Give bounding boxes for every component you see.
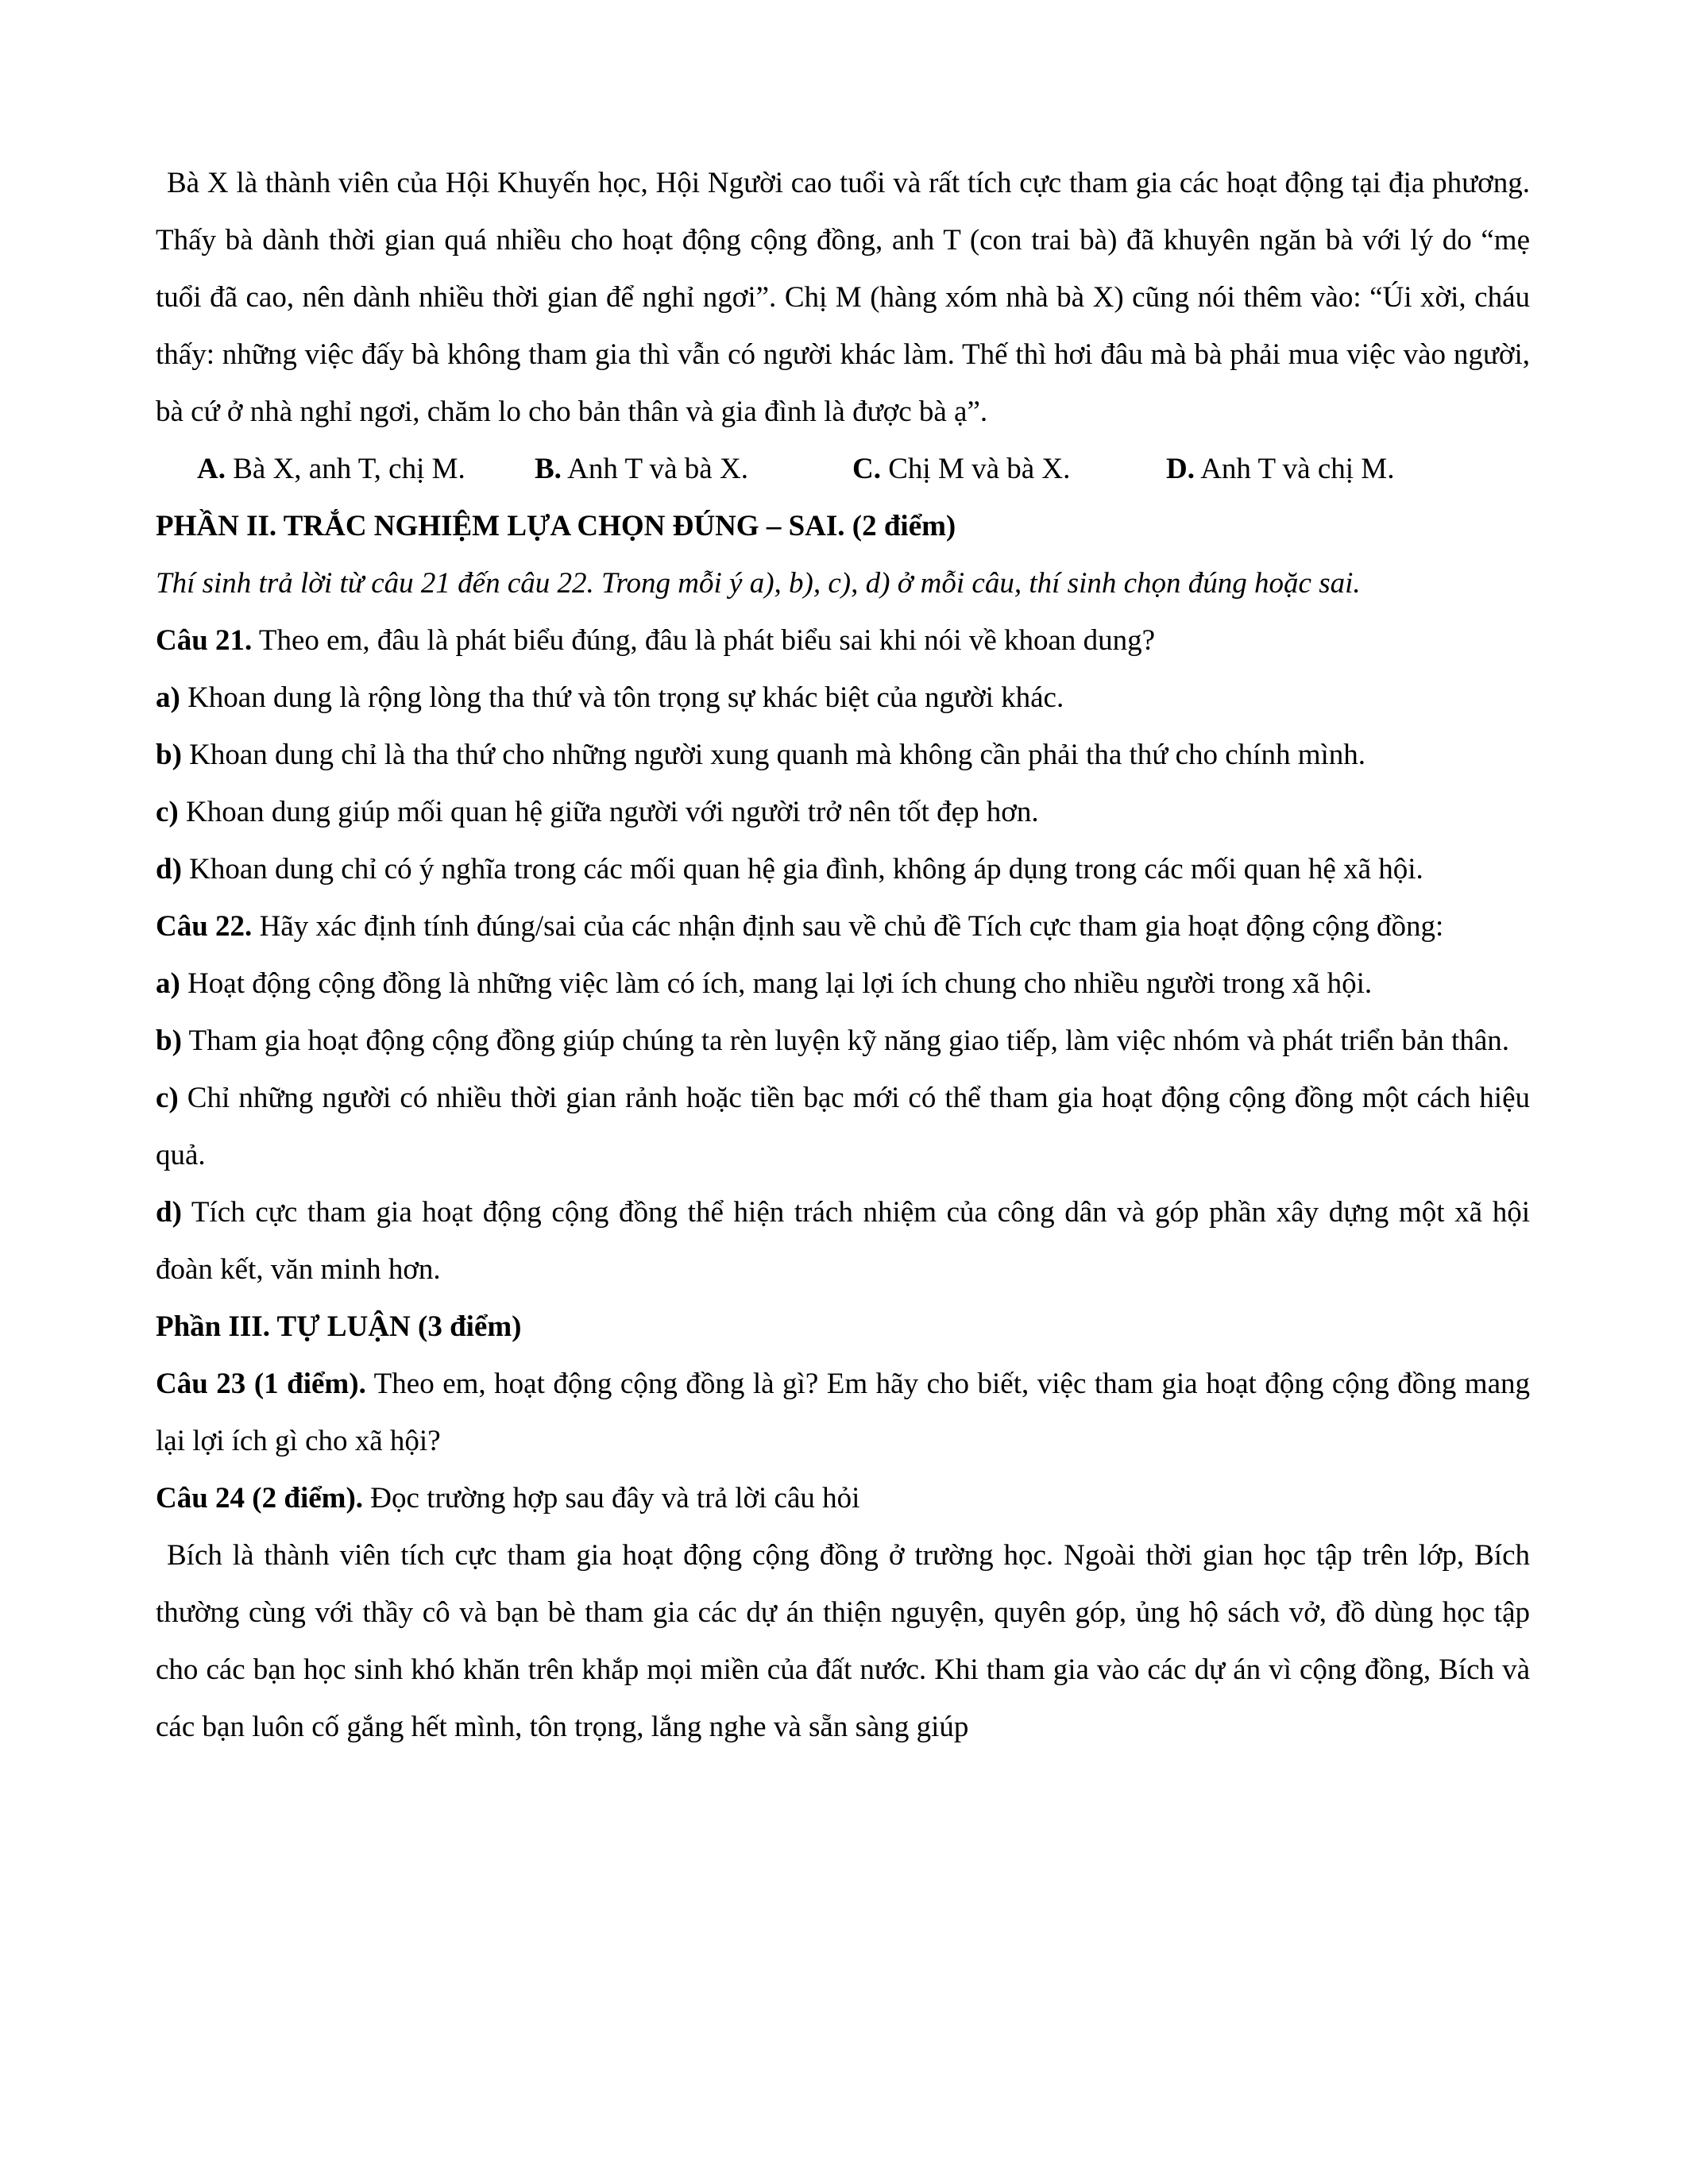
q24-passage: Bích là thành viên tích cực tham gia hoạt động cộng đồng ở trường học. Ngoài thời gian học tập trên lớp, Bích thường cùng với thầy cô và bạn bè tham gia các dự án thiện nguyện, quyên góp, ủng hộ sách vở, đồ dùng học tập cho các bạn học sinh khó khăn trên khắp mọi miền của đất nước. Khi tham gia vào các dự án vì cộng đồng, Bích và các bạn luôn cố gắng hết mình, tôn trọng, lắng nghe và sẵn sàng giúp	[156, 1539, 1530, 1743]
q22-item-b-letter: b)	[156, 1024, 182, 1057]
q22-item-a-letter: a)	[156, 967, 180, 1000]
q21-item-b-letter: b)	[156, 739, 182, 771]
q21-item-b	[156, 727, 1530, 784]
question-23	[156, 1356, 1530, 1470]
q22-item-b-text: Tham gia hoạt động cộng đồng giúp chúng ta rèn luyện kỹ năng giao tiếp, làm việc nhóm và phát triển bản thân.	[181, 1024, 1510, 1057]
option-d-text: Anh T và chị M.	[1194, 453, 1395, 485]
option-a	[197, 441, 535, 498]
q21-item-c-letter: c)	[156, 796, 179, 828]
q21-item-a	[156, 669, 1530, 727]
part2-instruction: Thí sinh trả lời từ câu 21 đến câu 22. Trong mỗi ý a), b), c), d) ở mỗi câu, thí sinh chọn đúng hoặc sai.	[156, 567, 1361, 600]
q21-item-a-letter: a)	[156, 681, 180, 714]
option-b-letter: B.	[535, 453, 562, 485]
q22-item-c	[156, 1070, 1530, 1184]
question-24	[156, 1470, 1530, 1527]
option-c-text: Chị M và bà X.	[880, 453, 1071, 485]
question-23-text: Theo em, hoạt động cộng đồng là gì? Em hãy cho biết, việc tham gia hoạt động cộng đồng mang lại lợi ích gì cho xã hội?	[156, 1368, 1530, 1457]
part3-heading: Phần III. TỰ LUẬN (3 điểm)	[156, 1310, 522, 1343]
q22-item-b	[156, 1013, 1530, 1070]
question-23-label: Câu 23 (1 điểm).	[156, 1368, 366, 1400]
q22-item-a	[156, 955, 1530, 1013]
option-c-letter: C.	[852, 453, 881, 485]
q21-item-c	[156, 784, 1530, 841]
q22-item-d	[156, 1184, 1530, 1298]
q22-item-c-text: Chỉ những người có nhiều thời gian rảnh hoặc tiền bạc mới có thể tham gia hoạt động cộng đồng một cách hiệu quả.	[156, 1082, 1530, 1171]
option-b	[535, 441, 852, 498]
q21-item-a-text: Khoan dung là rộng lòng tha thứ và tôn trọng sự khác biệt của người khác.	[180, 681, 1064, 714]
option-b-text: Anh T và bà X.	[561, 453, 748, 485]
q22-item-a-text: Hoạt động cộng đồng là những việc làm có ích, mang lại lợi ích chung cho nhiều người trong xã hội.	[180, 967, 1373, 1000]
scenario-paragraph: Bà X là thành viên của Hội Khuyến học, Hội Người cao tuổi và rất tích cực tham gia các hoạt động tại địa phương. Thấy bà dành thời gian quá nhiều cho hoạt động cộng đồng, anh T (con trai bà) đã khuyên ngăn bà với lý do “mẹ tuổi đã cao, nên dành nhiều thời gian để nghỉ ngơi”. Chị M (hàng xóm nhà bà X) cũng nói thêm vào: “Úi xời, cháu thấy: những việc đấy bà không tham gia thì vẫn có người khác làm. Thế thì hơi đâu mà bà phải mua việc vào người, bà cứ ở nhà nghỉ ngơi, chăm lo cho bản thân và gia đình là được bà ạ”.	[156, 167, 1530, 428]
question-21-text: Theo em, đâu là phát biểu đúng, đâu là phát biểu sai khi nói về khoan dung?	[252, 624, 1156, 657]
answer-options	[156, 441, 1530, 498]
question-21	[156, 612, 1530, 669]
q22-item-c-letter: c)	[156, 1082, 179, 1114]
q21-item-d-letter: d)	[156, 853, 182, 886]
question-22-text: Hãy xác định tính đúng/sai của các nhận định sau về chủ đề Tích cực tham gia hoạt động cộng đồng:	[252, 910, 1444, 943]
option-c	[852, 441, 1166, 498]
question-21-label: Câu 21.	[156, 624, 253, 657]
question-24-text: Đọc trường hợp sau đây và trả lời câu hỏi	[363, 1482, 860, 1515]
q21-item-c-text: Khoan dung giúp mối quan hệ giữa người với người trở nên tốt đẹp hơn.	[178, 796, 1039, 828]
question-24-label: Câu 24 (2 điểm).	[156, 1482, 364, 1515]
q22-item-d-text: Tích cực tham gia hoạt động cộng đồng thể hiện trách nhiệm của công dân và góp phần xây dựng một xã hội đoàn kết, văn minh hơn.	[156, 1196, 1530, 1286]
question-22-label: Câu 22.	[156, 910, 253, 943]
question-22	[156, 898, 1530, 955]
option-a-letter: A.	[197, 453, 226, 485]
q21-item-b-text: Khoan dung chỉ là tha thứ cho những người xung quanh mà không cần phải tha thứ cho chính mình.	[181, 739, 1366, 771]
q21-item-d-text: Khoan dung chỉ có ý nghĩa trong các mối quan hệ gia đình, không áp dụng trong các mối quan hệ xã hội.	[181, 853, 1423, 886]
option-d-letter: D.	[1166, 453, 1195, 485]
q21-item-d	[156, 841, 1530, 898]
document-content	[156, 155, 1530, 1756]
option-d	[1166, 441, 1394, 498]
q22-item-d-letter: d)	[156, 1196, 182, 1229]
part2-heading: PHẦN II. TRẮC NGHIỆM LỰA CHỌN ĐÚNG – SAI. (2 điểm)	[156, 510, 956, 542]
option-a-text: Bà X, anh T, chị M.	[225, 453, 465, 485]
